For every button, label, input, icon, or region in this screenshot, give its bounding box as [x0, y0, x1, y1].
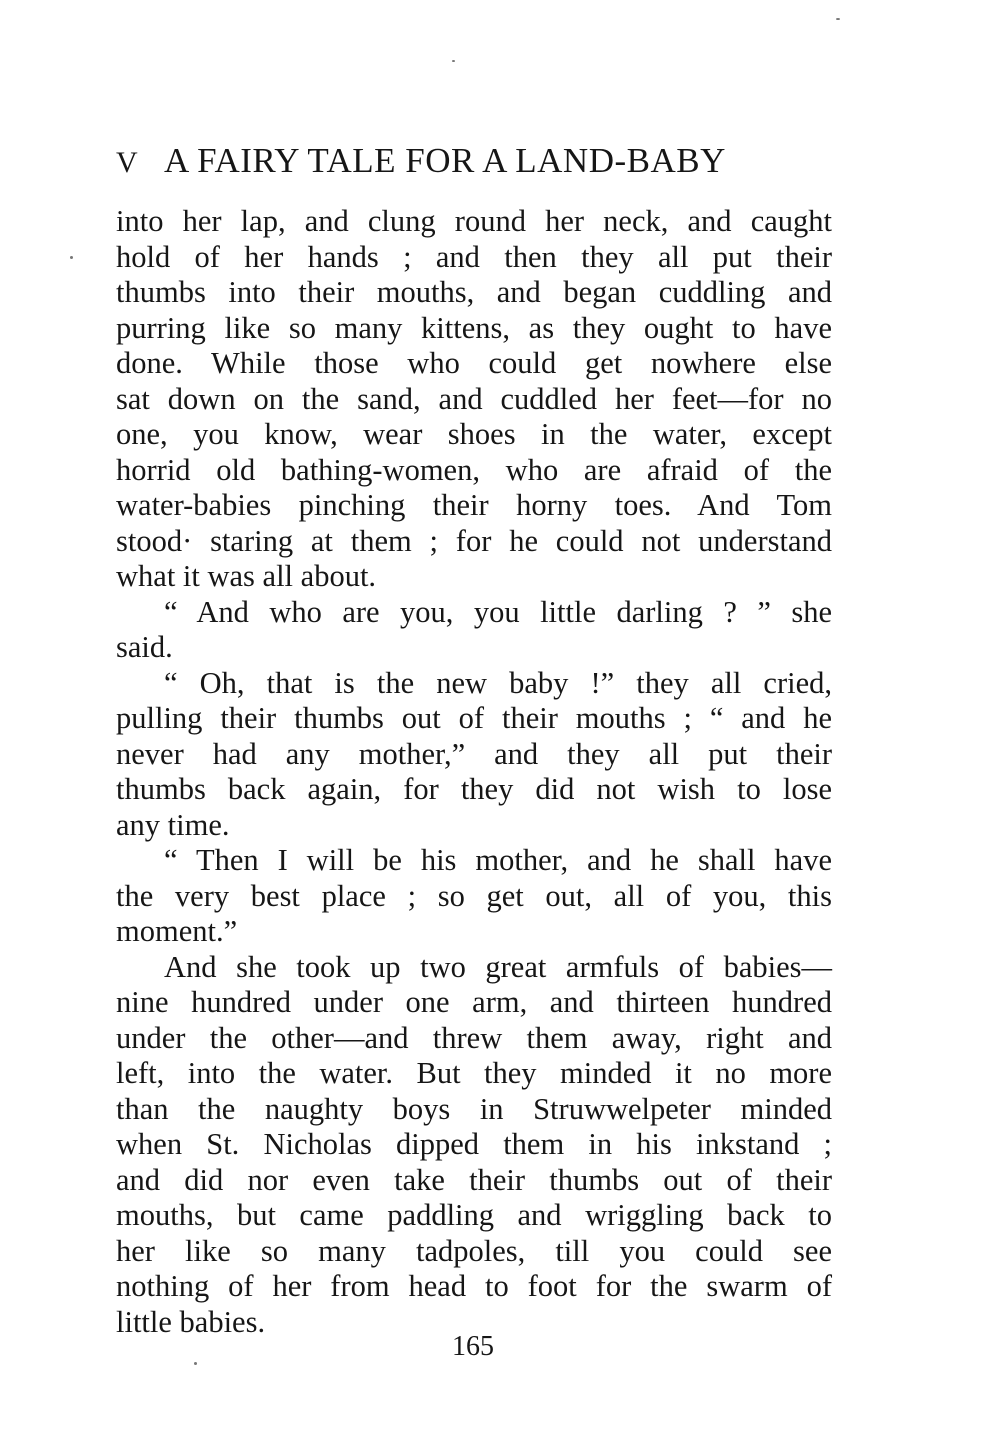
text-line: nothing of her from head to foot for the swarm of	[116, 1269, 832, 1303]
text-line: left, into the water. But they minded it no more	[116, 1056, 832, 1090]
text-line: what it was all about.	[116, 559, 377, 593]
text-line: “ Oh, that is the new baby !” they all cried,	[164, 665, 832, 700]
text-line: “ And who are you, you little darling ? ” she	[164, 594, 832, 629]
text-line: “ Then I will be his mother, and he shall have	[164, 843, 832, 877]
text-line: water-babies pinching their horny toes. And Tom	[116, 488, 832, 522]
text-line: her like so many tadpoles, till you could see	[116, 1233, 832, 1268]
text-line: horrid old bathing-women, who are afraid of the	[116, 452, 832, 487]
text-line: and did nor even take their thumbs out of their	[116, 1162, 832, 1197]
text-line: hold of her hands ; and then they all put their	[116, 239, 832, 274]
page-number: 165	[452, 1331, 494, 1362]
running-head	[116, 140, 836, 184]
scan-speck	[836, 18, 840, 20]
text-line: the very best place ; so get out, all of you, this	[116, 878, 832, 913]
text-line: nine hundred under one arm, and thirteen hundred	[116, 985, 832, 1019]
text-line: when St. Nicholas dipped them in his inkstand ;	[116, 1127, 832, 1161]
text-line: stood· staring at them ; for he could not understand	[116, 523, 832, 558]
text-line: said.	[116, 630, 173, 664]
chapter-number: V	[116, 146, 139, 179]
text-line: mouths, but came paddling and wriggling back to	[116, 1198, 832, 1232]
text-line: pulling their thumbs out of their mouths ; “ and he	[116, 701, 832, 735]
text-line: little babies.	[116, 1304, 266, 1339]
chapter-title: A FAIRY TALE FOR A LAND-BABY	[164, 141, 726, 180]
text-line: thumbs back again, for they did not wish to lose	[116, 772, 832, 806]
text-line: sat down on the sand, and cuddled her feet—for no	[116, 381, 832, 416]
scan-speck	[452, 60, 455, 62]
text-line: any time.	[116, 807, 230, 842]
scan-speck	[70, 256, 73, 259]
text-line: into her lap, and clung round her neck, and caught	[116, 204, 832, 238]
scan-speck	[194, 1362, 197, 1365]
text-line: one, you know, wear shoes in the water, except	[116, 417, 832, 451]
text-line: And she took up two great armfuls of babies—	[164, 949, 832, 984]
text-line: purring like so many kittens, as they ought to have	[116, 310, 832, 345]
text-line: done. While those who could get nowhere else	[116, 346, 832, 380]
text-line: under the other—and threw them away, right and	[116, 1020, 832, 1055]
body-text	[116, 204, 832, 1340]
text-line: than the naughty boys in Struwwelpeter minded	[116, 1091, 832, 1126]
text-line: never had any mother,” and they all put their	[116, 736, 832, 771]
text-line: thumbs into their mouths, and began cuddling and	[116, 275, 832, 309]
text-line: moment.”	[116, 914, 238, 948]
